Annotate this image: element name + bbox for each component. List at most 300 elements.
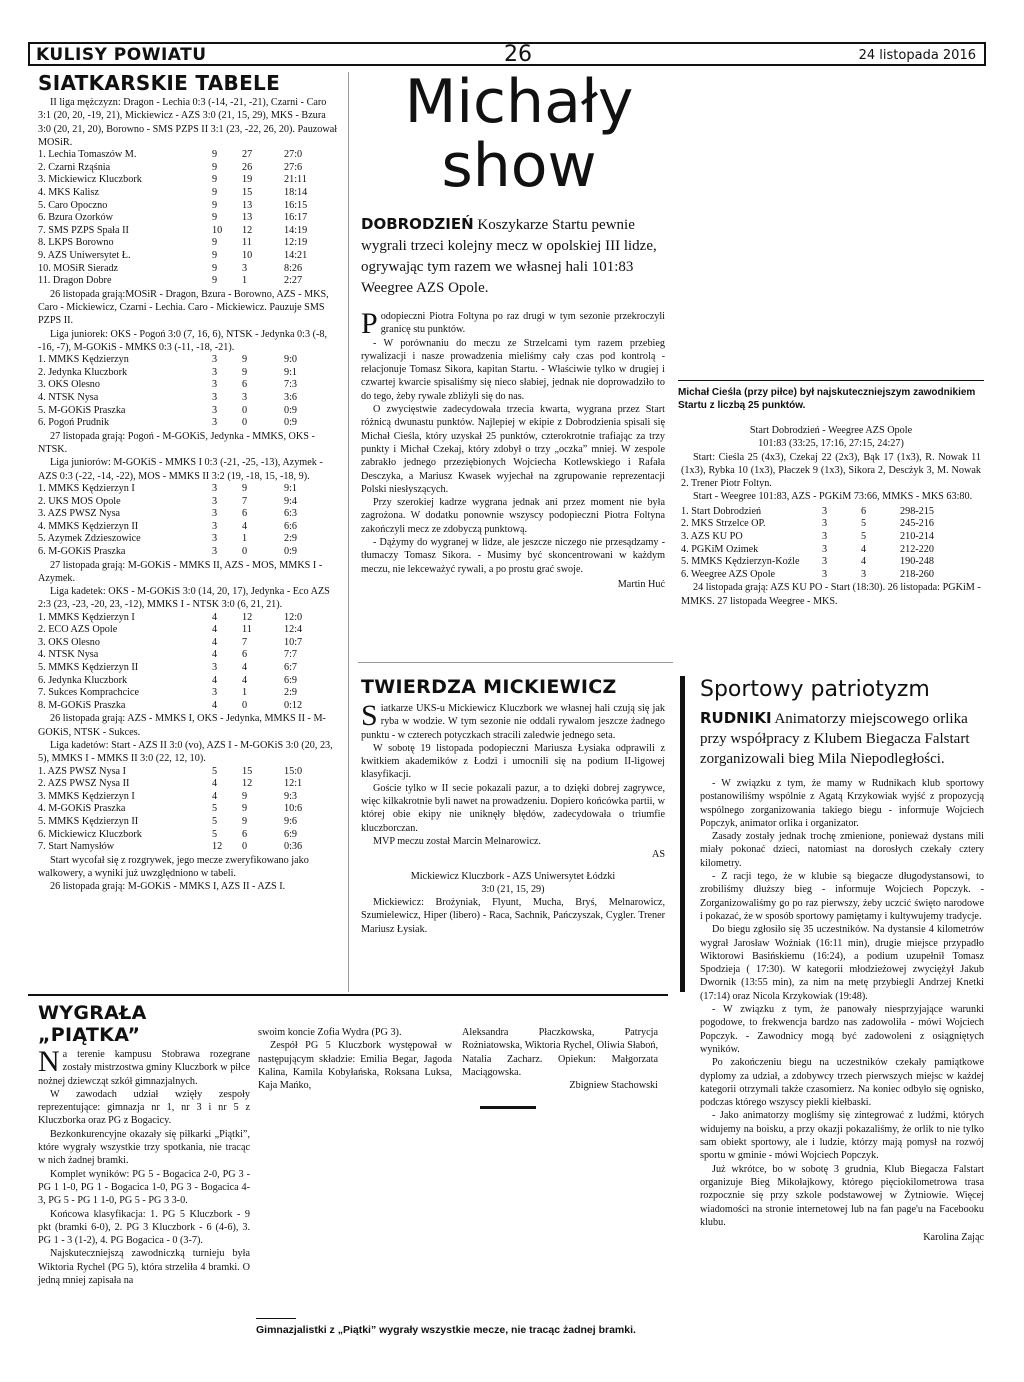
table-cell: 9 xyxy=(242,482,248,494)
table-cell: 1 xyxy=(242,687,248,699)
table-cell: 3 xyxy=(861,568,867,580)
table-cell: 7. SMS PZPS Spała II xyxy=(38,224,129,236)
table-row xyxy=(38,546,338,559)
column-divider xyxy=(348,72,349,992)
table-cell: 1 xyxy=(242,533,248,545)
page-header xyxy=(28,42,986,66)
table-cell: 3 xyxy=(212,520,218,532)
table-cell: 5 xyxy=(861,518,867,530)
table-cell: 7 xyxy=(242,636,248,648)
table-cell: 9 xyxy=(212,249,218,261)
piatka-photo-caption: Gimnazjalistki z „Piątki” wygrały wszystkie mecze, nie tracąc żadnej bramki. xyxy=(256,1324,636,1336)
table-cell: 11 xyxy=(242,237,252,249)
table-cell: 7:3 xyxy=(284,379,298,391)
patriot-p3: - Z racji tego, że w klubie są biegacze długodystansowi, to zrobiliśmy dłuższy bieg - informuje Wojciech Popczyk. - Zorganizowaliśmy go po raz pierwszy, żeby uczcić święto narodowe i pokazać, że w sposób sportowy pamiętamy i kultywujemy tradycje. xyxy=(700,871,984,922)
table-row xyxy=(681,556,981,569)
table-cell: 9 xyxy=(242,803,248,815)
twierdza-p1: iatkarze UKS-u Mickiewicz Kluczbork we własnej hali czują się jak ryba w wodzie. W tym sezonie nie oddali rywalom jeszcze żadnego punktu - w czterech potyczkach stracili zaledwie jednego seta. xyxy=(361,703,665,741)
table-row xyxy=(38,162,338,175)
piatka-col2-b: Zespół PG 5 Kluczbork występował w następującym składzie: Emilia Begar, Jagoda Kalina, Kamila Kobyłańska, Roksana Luksa, Kaja Mańko, xyxy=(258,1040,452,1092)
twierdza-title: TWIERDZA MICKIEWICZ xyxy=(361,676,617,698)
table-cell: 7. Start Namysłów xyxy=(38,841,115,853)
piatka-p5: Końcowa klasyfikacja: 1. PG 5 Kluczbork - 9 pkt (bramki 6-0), 2. PG 3 Kluczbork - 6 (4-6), 3. PG 1 - 3 (1-2), 4. PG Bogacica - 0 (3-7). xyxy=(38,1208,250,1247)
michaly-headline-line2: show xyxy=(441,131,597,201)
volleyball-table-2 xyxy=(38,354,338,430)
piatka-p6: Najskuteczniejszą zawodniczką turnieju była Wiktoria Rychel (PG 5), która strzeliła 4 bramki. O jedną mniej zapisała na xyxy=(38,1248,250,1287)
table-cell: 1. AZS PWSZ Nysa I xyxy=(38,765,127,777)
table-cell: 1. MMKS Kędzierzyn I xyxy=(38,611,135,623)
table-row xyxy=(38,521,338,534)
table-cell: 1. MMKS Kędzierzyn xyxy=(38,354,129,366)
table-cell: 4. PGKiM Ozimek xyxy=(681,543,759,555)
table-cell: 19 xyxy=(242,174,253,186)
table-row xyxy=(38,174,338,187)
table-cell: 9 xyxy=(212,212,218,224)
table-cell: 4. MMKS Kędzierzyn II xyxy=(38,520,139,532)
piatka-dropcap: N xyxy=(38,1045,60,1078)
table-cell: 3. MMKS Kędzierzyn I xyxy=(38,790,135,802)
table-cell: 6 xyxy=(242,379,248,391)
table-row xyxy=(38,766,338,779)
table-cell: 11 xyxy=(242,624,252,636)
volleyball-note-1: 26 listopada grają:MOSiR - Dragon, Bzura - Borowno, AZS - MKS, Caro - Mickiewicz, Czarni - Lechia. Caro - Mickiewicz. Pauzuje SMS PZPS II. xyxy=(38,288,329,327)
table-cell: 9 xyxy=(242,354,248,366)
table-cell: 6. Weegree AZS Opole xyxy=(681,568,776,580)
twierdza-p2: W sobotę 19 listopada podopieczni Mariusza Łysiaka odprawili z kwitkiem akademików z Łodzi i umocnili się na podium II-ligowej klasyfikacji. xyxy=(361,742,665,781)
table-cell: 9 xyxy=(242,366,248,378)
table-cell: 4 xyxy=(861,556,867,568)
volleyball-table-3 xyxy=(38,483,338,559)
table-cell: 12 xyxy=(212,841,223,853)
table-row xyxy=(38,187,338,200)
table-row xyxy=(38,417,338,430)
table-cell: 3 xyxy=(822,530,828,542)
table-cell: 4 xyxy=(212,624,218,636)
table-cell: 2. Jedynka Kluczbork xyxy=(38,366,128,378)
table-cell: 12 xyxy=(242,778,253,790)
michaly-lead-text: Koszykarze Startu pewnie wygrali trzeci kolejny mecz w opolskiej III lidze, ogrywając tym razem we własnej hali 101:83 Weegree AZS Opole. xyxy=(361,217,657,296)
table-cell: 15:0 xyxy=(284,765,303,777)
table-cell: 12 xyxy=(242,611,253,623)
table-cell: 21:11 xyxy=(284,174,307,186)
table-cell: 210-214 xyxy=(900,530,934,542)
table-row xyxy=(38,803,338,816)
twierdza-article xyxy=(361,676,665,936)
table-cell: 15 xyxy=(242,765,253,777)
table-cell: 2. Czarni Rząśnia xyxy=(38,161,111,173)
patriot-lead-text: Animatorzy miejscowego orlika przy współpracy z Klubem Biegacza Falstart zorganizowali bieg Mila Niepodległości. xyxy=(700,711,970,767)
table-cell: 3 xyxy=(212,495,218,507)
volleyball-table-4 xyxy=(38,612,338,713)
volleyball-juniorzy: Liga juniorów: M-GOKiS - MMKS I 0:3 (-21, -25, -13), Azymek - AZS 0:3 (-22, -14, -22), MOS - MMKS II 3:2 (19, -18, 15, -18, 9). xyxy=(38,457,323,482)
patriot-article xyxy=(700,676,984,1244)
table-cell: 3 xyxy=(822,543,828,555)
patriot-lead-kicker: RUDNIKI xyxy=(700,709,772,727)
table-cell: 6 xyxy=(861,505,867,517)
piatka-col1 xyxy=(38,1002,250,1287)
table-cell: 4 xyxy=(212,790,218,802)
volleyball-note-4: 26 listopada grają: AZS - MMKS I, OKS - Jedynka, MMKS II - M-GOKiS, NTSK - Sukces. xyxy=(38,713,326,738)
table-cell: 2:9 xyxy=(284,687,298,699)
table-cell: 1. MMKS Kędzierzyn I xyxy=(38,482,135,494)
piatka-photo-marker xyxy=(480,1106,536,1109)
patriot-p1: - W związku z tym, że mamy w Rudnikach klub sportowy postanowiliśmy wspólnie z Agatą Krzykowiak wyjść z propozycją wspólnego zorganizowania takiego biegu - informuje Wojciech Popczyk, animator orlika i organizator. xyxy=(700,778,984,829)
table-row xyxy=(38,637,338,650)
table-cell: 5. MMKS Kędzierzyn II xyxy=(38,816,139,828)
table-cell: 13 xyxy=(242,199,253,211)
table-cell: 5. M-GOKiS Praszka xyxy=(38,404,126,416)
michaly-p4: Przy szerokiej kadrze wygrana jednak ani przez moment nie była zagrożona. W dodatku ponownie wszyscy podopieczni Piotra Foltyna zakończyli mecz ze zdobyczą punktową. xyxy=(361,497,665,535)
table-cell: 4 xyxy=(242,520,248,532)
patriot-title: Sportowy patriotyzm xyxy=(700,677,930,702)
table-cell: 6. Pogoń Prudnik xyxy=(38,417,110,429)
michaly-body xyxy=(361,307,665,591)
table-row xyxy=(38,496,338,509)
michaly-photo-rule xyxy=(678,380,984,381)
piatka-author: Zbigniew Stachowski xyxy=(569,1080,658,1092)
table-cell: 9 xyxy=(242,790,248,802)
table-cell: 3 xyxy=(242,262,248,274)
michaly-p1: odopieczni Piotra Foltyna po raz drugi w tym sezonie przekroczyli granicę stu punktów. xyxy=(380,311,665,336)
table-cell: 7:7 xyxy=(284,649,298,661)
table-cell: 3 xyxy=(212,545,218,557)
table-cell: 0 xyxy=(242,417,248,429)
table-cell: 14:19 xyxy=(284,224,308,236)
piatka-p4: Komplet wyników: PG 5 - Bogacica 2-0, PG 3 - PG 1 1-0, PG 1 - Bogacica 1-0, PG 3 - Bogacica 4-3, PG 5 - PG 1 1-0, PG 5 - PG 3 3-0. xyxy=(38,1168,250,1207)
table-cell: 6 xyxy=(242,828,248,840)
table-cell: 4 xyxy=(212,674,218,686)
table-cell: 13 xyxy=(242,212,253,224)
issue-date: 24 listopada 2016 xyxy=(858,48,976,63)
patriot-p5: - W związku z tym, że panowały niesprzyjające warunki pogodowe, to frekwencja bardzo nas zadowoliła - mówi Wojciech Popczyk. - Zawodnicy mogą być zadowoleni z osiągniętych wyników. xyxy=(700,1004,984,1055)
table-cell: 12:4 xyxy=(284,624,303,636)
table-cell: 6. Jedynka Kluczbork xyxy=(38,674,128,686)
table-row xyxy=(681,518,981,531)
table-row xyxy=(38,237,338,250)
table-cell: 9 xyxy=(212,275,218,287)
table-cell: 1 xyxy=(242,275,248,287)
michaly-p2: - W porównaniu do meczu ze Strzelcami tym razem przebieg rywalizacji i nasze prowadzenia mieliśmy cały czas pod kontrolą - relacjonuje Tomasz Sikora, kapitan Startu. - Właściwie tylko w drugiej i czwartej kwarcie spisaliśmy się nieco słabiej, jednak nie doprowadziło to do tego, żeby rywale zbliżyli się do nas. xyxy=(361,337,665,402)
table-row xyxy=(38,379,338,392)
table-cell: 0:9 xyxy=(284,417,298,429)
table-row xyxy=(681,506,981,519)
patriot-p4: Do biegu zgłosiło się 35 uczestników. Na dystansie 4 kilometrów wygrał Jarosław Woźniak (16:11 min), drugie miejsce przypadło Wiktorowi Basińskiemu (16:24), a podium uzupełnił Tomasz Spodzieja ( 17:30). W kategorii młodzieżowej zwyciężył Jakub Dwornik (13:55 min), za nim na metę przybiegli Andrzej Knetki (17:14) oraz Nicola Krzykowiak (19:48). xyxy=(700,924,984,1002)
table-cell: 16:17 xyxy=(284,212,308,224)
patriot-p7: - Jako animatorzy mogliśmy się zintegrować z ludźmi, których widujemy na boisku, a przy okazji pokazaliśmy, że orlik to nie tylko sam obiekt sportowy, ale i ludzie, którzy mają pomysł na rozwój sportu w gminie - mówi Wojciech Popczyk. xyxy=(700,1110,984,1162)
table-cell: 6:9 xyxy=(284,828,298,840)
michaly-lead xyxy=(361,214,671,299)
table-cell: 3:6 xyxy=(284,391,298,403)
table-cell: 9:1 xyxy=(284,482,298,494)
table-cell: 3 xyxy=(822,505,828,517)
table-cell: 9:3 xyxy=(284,790,298,802)
table-cell: 6. M-GOKiS Praszka xyxy=(38,545,126,557)
table-cell: 7 xyxy=(242,495,248,507)
twierdza-dropcap: S xyxy=(361,699,378,732)
table-row xyxy=(38,250,338,263)
piatka-caption-rule xyxy=(256,1318,296,1319)
table-cell: 9 xyxy=(212,199,218,211)
michaly-box-lineup: Start: Cieśla 25 (4x3), Czekaj 22 (2x3), Bąk 17 (1x3), R. Nowak 11 (1x3), Rybka 10 (1x3), Płaczek 9 (1x3), Sikora 2, Descżyk 3, M. Nowak 2. Trener Piotr Foltyn. xyxy=(681,451,981,490)
table-cell: 9 xyxy=(212,149,218,161)
table-cell: 4 xyxy=(212,699,218,711)
table-row xyxy=(38,275,338,288)
patriot-p6: Po zakończeniu biegu na uczestników czekały pamiątkowe dyplomy za udział, a zdobywcy trzech pierwszych miejsc w każdej kategorii otrzymali także czasomierz. Na koniec odbyło się ognisko, podczas którego wszyscy piekli kiełbaski. xyxy=(700,1057,984,1109)
table-row xyxy=(38,200,338,213)
table-cell: 3 xyxy=(212,404,218,416)
table-cell: 2. UKS MOS Opole xyxy=(38,495,121,507)
volleyball-table-5 xyxy=(38,766,338,854)
table-cell: 3. AZS PWSZ Nysa xyxy=(38,508,121,520)
table-cell: 3 xyxy=(212,482,218,494)
table-cell: 2:27 xyxy=(284,275,303,287)
table-cell: 4 xyxy=(212,611,218,623)
table-cell: 2. MKS Strzelce OP. xyxy=(681,518,766,530)
michaly-headline xyxy=(394,67,644,201)
table-cell: 4 xyxy=(861,543,867,555)
table-row xyxy=(38,624,338,637)
table-cell: 3 xyxy=(212,508,218,520)
michaly-bottom-rule xyxy=(358,662,673,663)
table-cell: 27:6 xyxy=(284,161,303,173)
table-cell: 9 xyxy=(242,816,248,828)
piatka-col2-a: swoim koncie Zofia Wydra (PG 3). xyxy=(258,1027,402,1038)
table-cell: 3. OKS Olesno xyxy=(38,636,100,648)
volleyball-tables xyxy=(38,72,338,894)
table-cell: 3. OKS Olesno xyxy=(38,379,100,391)
table-cell: 6. Bzura Ozorków xyxy=(38,212,113,224)
table-cell: 12:1 xyxy=(284,778,303,790)
piatka-col3 xyxy=(462,1026,658,1092)
michaly-photo-caption: Michał Cieśla (przy piłce) był najskuteczniejszym zawodnikiem Startu z liczbą 25 punktów. xyxy=(678,387,976,411)
table-cell: 3 xyxy=(212,391,218,403)
table-cell: 12:0 xyxy=(284,611,303,623)
michaly-p3: O zwycięstwie zadecydowała trzecia kwarta, wygrana przez Start różnicą dwunastu punktów. Najlepiej w ekipie z Dobrodzienia spisali się Michał Cieśla, który uzyskał 25 punktów, czterokrotnie trafiając za trzy punkty i Michał Czekaj, który zdobył o trzy „oczka” mniej. W zespole zabrakło jednego przeziębionych Wojciecha Kotlewskiego i Rafała Desczyka, a Mariusz Kwasek wyjechał na zgrupowanie reprezentacji Polski niesłyszących. xyxy=(361,404,665,495)
piatka-col2 xyxy=(258,1026,452,1092)
table-cell: 0:9 xyxy=(284,404,298,416)
table-cell: 4. NTSK Nysa xyxy=(38,391,99,403)
table-row xyxy=(38,405,338,418)
table-cell: 5. MMKS Kędzierzyn II xyxy=(38,662,139,674)
table-cell: 0:36 xyxy=(284,841,303,853)
table-row xyxy=(38,841,338,854)
table-cell: 190-248 xyxy=(900,556,934,568)
table-row xyxy=(38,367,338,380)
table-cell: 6. Mickiewicz Kluczbork xyxy=(38,828,142,840)
table-cell: 10. MOSiR Sieradz xyxy=(38,262,119,274)
table-cell: 218-260 xyxy=(900,568,934,580)
twierdza-author: AS xyxy=(651,849,665,861)
table-row xyxy=(38,778,338,791)
piatka-col3-a: Aleksandra Płaczkowska, Patrycja Rożniatowska, Wiktoria Rychel, Oliwia Słaboń, Natalia Zacharz. Opiekun: Małgorzata Maciągowska. xyxy=(462,1027,658,1078)
michaly-box xyxy=(681,424,981,608)
table-row xyxy=(38,392,338,405)
piatka-p1: a terenie kampusu Stobrawa rozegrane zostały mistrzostwa gminy Kluczbork w piłce nożnej dziewcząt szkół gimnazjalnych. xyxy=(38,1049,250,1087)
table-cell: 3 xyxy=(822,568,828,580)
table-cell: 5 xyxy=(212,816,218,828)
volleyball-intro: II liga mężczyzn: Dragon - Lechia 0:3 (-14, -21, -21), Czarni - Caro 3:1 (20, 20, -19, 21), Mickiewicz - AZS 3:0 (21, 15, 29), MKS - Bzura 3:0 (20, 21, 20), Borowno - SMS PZPS II 3:1 (23, -22, 26, 20). Pauzował MOSiR. xyxy=(38,97,338,148)
table-row xyxy=(38,533,338,546)
volleyball-title: SIATKARSKIE TABELE xyxy=(38,71,281,95)
table-cell: 9. AZS Uniwersytet Ł. xyxy=(38,249,131,261)
table-cell: 1. Lechia Tomaszów M. xyxy=(38,149,137,161)
table-cell: 5 xyxy=(861,530,867,542)
table-row xyxy=(38,483,338,496)
table-cell: 4. M-GOKiS Praszka xyxy=(38,803,126,815)
table-cell: 4 xyxy=(242,662,248,674)
table-cell: 3 xyxy=(212,417,218,429)
michaly-p5: - Dążymy do wygranej w lidze, ale jeszcze niczego nie przesądzamy - tłumaczy Tomasz Sikora. - Musimy być skoncentrowani w każdym meczu, nie lekceważyć rywali, a po prostu grać swoje. xyxy=(361,537,665,575)
table-cell: 3. AZS KU PO xyxy=(681,530,743,542)
table-row xyxy=(38,829,338,842)
table-cell: 5 xyxy=(212,828,218,840)
twierdza-box-lineup: Mickiewicz: Brożyniak, Flyunt, Mucha, Bryś, Melnarowicz, Szumielewicz, Hiper (libero) - Raca, Sachnik, Pańczyszak, Cygler. Trener Mariusz Łysiak. xyxy=(361,897,665,935)
table-cell: 27:0 xyxy=(284,149,303,161)
table-cell: 8:26 xyxy=(284,262,303,274)
table-cell: 3 xyxy=(212,662,218,674)
table-cell: 26 xyxy=(242,161,253,173)
volleyball-note-2: 27 listopada grają: Pogoń - M-GOKiS, Jedynka - MMKS, OKS - NTSK. xyxy=(38,430,315,456)
table-cell: 16:15 xyxy=(284,199,308,211)
table-row xyxy=(38,649,338,662)
table-cell: 5. Caro Opoczno xyxy=(38,199,108,211)
michaly-schedule: 24 listopada grają: AZS KU PO - Start (18:30). 26 listopada: PGKiM - MMKS. 27 listopada Weegree - MKS. xyxy=(681,582,981,607)
volleyball-note-5: Start wycofał się z rozgrywek, jego mecze zweryfikowano jako walkowery, a wyniki już uwzględniono w tabeli. xyxy=(38,854,309,880)
table-cell: 6:6 xyxy=(284,520,298,532)
page-number: 26 xyxy=(504,42,532,67)
table-cell: 6 xyxy=(242,649,248,661)
table-cell: 10 xyxy=(212,224,223,236)
table-cell: 3 xyxy=(242,391,248,403)
table-row xyxy=(38,508,338,521)
table-cell: 9:0 xyxy=(284,354,298,366)
table-cell: 9 xyxy=(212,262,218,274)
twierdza-box-title: Mickiewicz Kluczbork - AZS Uniwersytet Łódzki xyxy=(410,870,616,882)
table-cell: 9 xyxy=(212,186,218,198)
table-row xyxy=(681,544,981,557)
table-row xyxy=(38,700,338,713)
table-cell: 0:9 xyxy=(284,545,298,557)
volleyball-juniorki: Liga juniorek: OKS - Pogoń 3:0 (7, 16, 6), NTSK - Jedynka 0:3 (-8, -16, -7), M-GOKiS - MMKS 0:3 (-11, -18, -21). xyxy=(38,328,328,353)
table-row xyxy=(38,662,338,675)
michaly-dropcap: P xyxy=(361,307,378,340)
table-cell: 9:4 xyxy=(284,495,298,507)
patriot-p2: Zasady zostały jednak trochę zmienione, ponieważ dystans mili miały pokonać dzieci, natomiast na dorosłych czekały cztery kilometry. xyxy=(700,831,984,869)
table-cell: 10:7 xyxy=(284,636,303,648)
piatka-p3: Bezkonkurencyjne okazały się piłkarki „Piątki”, które wygrały wszystkie trzy spotkania, nie tracąc w nich żadnej bramki. xyxy=(38,1128,250,1167)
table-cell: 4 xyxy=(242,674,248,686)
table-cell: 3 xyxy=(822,518,828,530)
table-cell: 1. Start Dobrodzień xyxy=(681,505,762,517)
table-cell: 0:12 xyxy=(284,699,303,711)
table-cell: 2:9 xyxy=(284,533,298,545)
table-cell: 5 xyxy=(212,803,218,815)
patriot-p8: Już wkrótce, bo w sobotę 3 grudnia, Klub Biegacza Falstart organizuje Bieg Mikołajkowy, którego pięciokilometrowa trasa rozpocznie się przy szkole podstawowej w Żytniowie. Więcej wiadomości na stronie internetowej lub na fan page'u na Facebooku klubu. xyxy=(700,1163,984,1228)
table-cell: 4. NTSK Nysa xyxy=(38,649,99,661)
piatka-title: WYGRAŁA „PIĄTKA” xyxy=(38,1002,147,1046)
table-cell: 8. M-GOKiS Praszka xyxy=(38,699,126,711)
table-cell: 12 xyxy=(242,224,253,236)
table-cell: 3 xyxy=(212,687,218,699)
volleyball-kadetek: Liga kadetek: OKS - M-GOKiS 3:0 (14, 20, 17), Jedynka - Eco AZS 2:3 (23, -23, -20, 23, -12), MMKS I - NTSK 3:0 (6, 21, 21). xyxy=(38,586,330,611)
volleyball-table-1 xyxy=(38,149,338,288)
twierdza-p3: Goście tylko w II secie pokazali pazur, a to dzięki dobrej zagrywce, więc kilkakrotnie byli nawet na prowadzeniu. Dopiero końcówka partii, w której obie ekipy nie uniknęły błędów, zadecydowała o triumfie kluczborczan. xyxy=(361,782,665,834)
table-cell: 5 xyxy=(212,765,218,777)
table-cell: 3. Mickiewicz Kluczbork xyxy=(38,174,142,186)
table-cell: 11. Dragon Dobre xyxy=(38,275,112,287)
table-row xyxy=(38,675,338,688)
table-cell: 5. MMKS Kędzierzyn-Koźle xyxy=(681,556,800,568)
table-cell: 8. LKPS Borowno xyxy=(38,237,114,249)
table-cell: 12:19 xyxy=(284,237,308,249)
michaly-author: Martin Huć xyxy=(617,578,665,590)
michaly-lead-kicker: DOBRODZIEŃ xyxy=(361,215,474,233)
table-row xyxy=(38,791,338,804)
table-cell: 4 xyxy=(212,649,218,661)
volleyball-note-6: 26 listopada grają: M-GOKiS - MMKS I, AZS II - AZS I. xyxy=(50,881,286,893)
table-cell: 10:6 xyxy=(284,803,303,815)
table-cell: 3 xyxy=(822,556,828,568)
table-cell: 9 xyxy=(212,174,218,186)
table-cell: 2. ECO AZS Opole xyxy=(38,624,118,636)
section-title: KULISY POWIATU xyxy=(36,45,207,65)
table-cell: 2. AZS PWSZ Nysa II xyxy=(38,778,130,790)
table-cell: 4 xyxy=(212,636,218,648)
table-row xyxy=(681,531,981,544)
twierdza-box-score: 3:0 (21, 15, 29) xyxy=(481,883,545,895)
table-cell: 4. MKS Kalisz xyxy=(38,186,99,198)
table-row xyxy=(38,687,338,700)
table-cell: 9 xyxy=(212,237,218,249)
table-cell: 6:7 xyxy=(284,662,298,674)
table-cell: 3 xyxy=(212,533,218,545)
table-row xyxy=(38,225,338,238)
michaly-box-other: Start - Weegree 101:83, AZS - PGKiM 73:66, MMKS - MKS 63:80. xyxy=(693,491,973,503)
table-cell: 298-215 xyxy=(900,505,934,517)
patriot-side-bar xyxy=(680,676,685,992)
table-cell: 18:14 xyxy=(284,186,308,198)
table-row xyxy=(38,263,338,276)
table-cell: 7. Sukces Komprachcice xyxy=(38,687,139,699)
table-row xyxy=(38,612,338,625)
volleyball-note-3: 27 listopada grają: M-GOKiS - MMKS II, AZS - MOS, MMKS I - Azymek. xyxy=(38,559,323,584)
michaly-table xyxy=(681,506,981,582)
table-cell: 4 xyxy=(212,778,218,790)
table-cell: 15 xyxy=(242,186,253,198)
twierdza-p4: MVP meczu został Marcin Melnarowicz. xyxy=(373,835,541,847)
table-cell: 245-216 xyxy=(900,518,934,530)
table-cell: 3 xyxy=(212,354,218,366)
table-cell: 212-220 xyxy=(900,543,934,555)
table-cell: 14:21 xyxy=(284,249,308,261)
table-cell: 9:1 xyxy=(284,366,298,378)
table-cell: 9 xyxy=(212,161,218,173)
piatka-p2: W zawodach udział wzięły zespoły reprezentujące: gimnazja nr 1, nr 3 i nr 5 z Kluczborka oraz PG z Bogacicy. xyxy=(38,1088,250,1127)
table-cell: 27 xyxy=(242,149,253,161)
table-cell: 0 xyxy=(242,699,248,711)
volleyball-kadetow: Liga kadetów: Start - AZS II 3:0 (vo), AZS I - M-GOKiS 3:0 (20, 23, 5), MMKS I - MMKS II 3:0 (22, 12, 10). xyxy=(38,740,333,765)
table-cell: 5. Azymek Zdzieszowice xyxy=(38,533,141,545)
table-cell: 0 xyxy=(242,841,248,853)
table-row xyxy=(38,212,338,225)
table-row xyxy=(38,816,338,829)
table-cell: 9:6 xyxy=(284,816,298,828)
table-row xyxy=(681,569,981,582)
piatka-top-rule xyxy=(28,994,668,996)
michaly-box-score: 101:83 (33:25, 17:16, 27:15, 24:27) xyxy=(758,438,904,450)
patriot-author: Karolina Zając xyxy=(923,1232,984,1244)
table-cell: 0 xyxy=(242,545,248,557)
